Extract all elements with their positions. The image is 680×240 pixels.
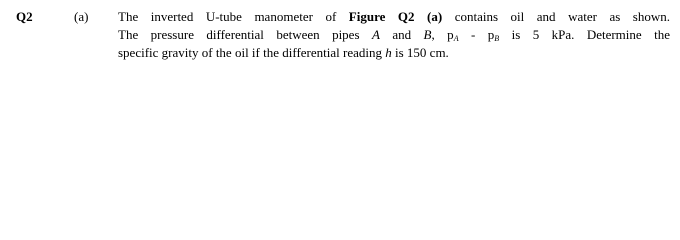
text-segment: The pressure differential between pipes <box>118 27 372 42</box>
text-segment: contains oil and water as shown. <box>442 9 670 24</box>
question-number: Q2 <box>16 9 33 24</box>
text-segment: specific gravity of the oil if the differential reading <box>118 45 386 60</box>
variable-B: B <box>423 27 432 42</box>
question-line-1 <box>118 8 670 26</box>
variable-h: h <box>385 45 392 60</box>
variable-A: A <box>371 27 380 42</box>
text-segment: - p <box>458 27 495 42</box>
figure-reference: Figure Q2 (a) <box>348 9 443 24</box>
text-segment: and <box>379 27 424 42</box>
question-line-3 <box>118 44 670 62</box>
subscript-A-text: A <box>453 34 459 43</box>
text-segment: is 5 kPa. Determine the <box>499 27 670 42</box>
text-segment: , p <box>431 27 454 42</box>
question-text <box>118 8 670 62</box>
question-line-2 <box>118 26 670 44</box>
question-part-label: (a) <box>74 9 89 24</box>
subscript-B-text: B <box>494 34 500 43</box>
text-segment: The inverted U-tube manometer of <box>118 9 349 24</box>
text-segment: is 150 cm. <box>391 45 449 60</box>
